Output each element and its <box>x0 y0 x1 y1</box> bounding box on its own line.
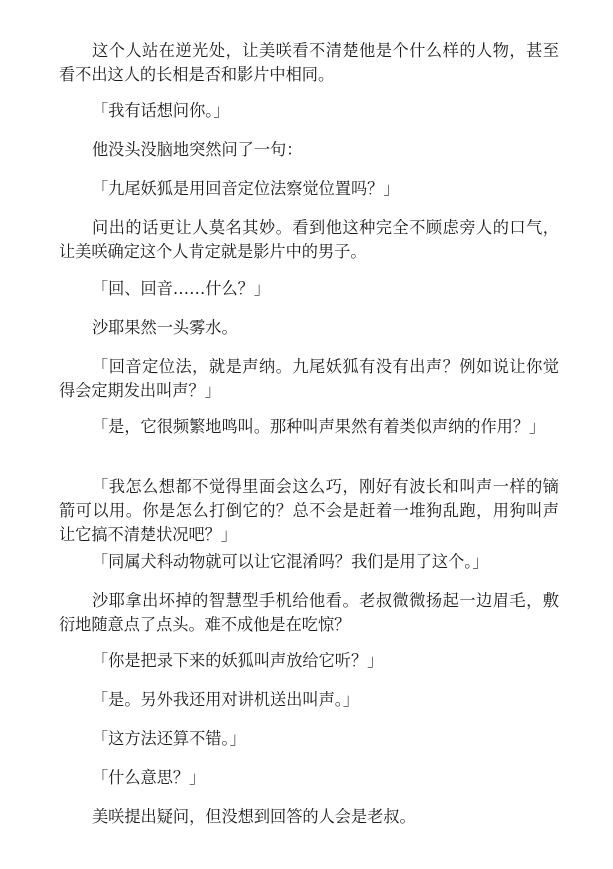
paragraph: 「回音定位法，就是声纳。九尾妖狐有没有出声？例如说让你觉得会定期发出叫声？」 <box>59 357 559 400</box>
paragraph: 「回、回音……什么？」 <box>92 279 271 298</box>
paragraph: 「是。另外我还用对讲机送出叫声。」 <box>92 690 360 709</box>
paragraph: 问出的话更让人莫名其妙。看到他这种完全不顾虑旁人的口气，让美咲确定这个人肯定就是影片中的男子。 <box>59 218 559 261</box>
paragraph: 「九尾妖狐是用回音定位法察觉位置吗？」 <box>92 179 400 198</box>
paragraph: 美咲提出疑问，但没想到回答的人会是老叔。 <box>92 807 416 826</box>
paragraph: 「你是把录下来的妖狐叫声放给它听？」 <box>92 651 384 670</box>
paragraph: 「我怎么想都不觉得里面会这么巧，刚好有波长和叫声一样的镝箭可以用。你是怎么打倒它的？总不会是赶着一堆狗乱跑，用狗叫声让它搞不清楚状况吧？」 <box>59 477 559 544</box>
paragraph: 「我有话想问你。」 <box>92 101 230 120</box>
paragraph: 「同属犬科动物就可以让它混淆吗？我们是用了这个。」 <box>92 552 489 571</box>
paragraph: 「这方法还算不错。」 <box>92 729 246 748</box>
paragraph: 「是，它很频繁地鸣叫。那种叫声果然有着类似声纳的作用？」 <box>92 417 546 436</box>
paragraph: 沙耶果然一头雾水。 <box>92 318 238 337</box>
paragraph: 沙耶拿出坏掉的智慧型手机给他看。老叔微微扬起一边眉毛，敷衍地随意点了点头。难不成他是在吃惊？ <box>59 591 559 634</box>
paragraph: 「什么意思？」 <box>92 768 206 787</box>
paragraph: 这个人站在逆光处，让美咲看不清楚他是个什么样的人物，甚至看不出这人的长相是否和影片中相同。 <box>59 41 559 84</box>
paragraph: 他没头没脑地突然问了一句： <box>92 140 303 159</box>
